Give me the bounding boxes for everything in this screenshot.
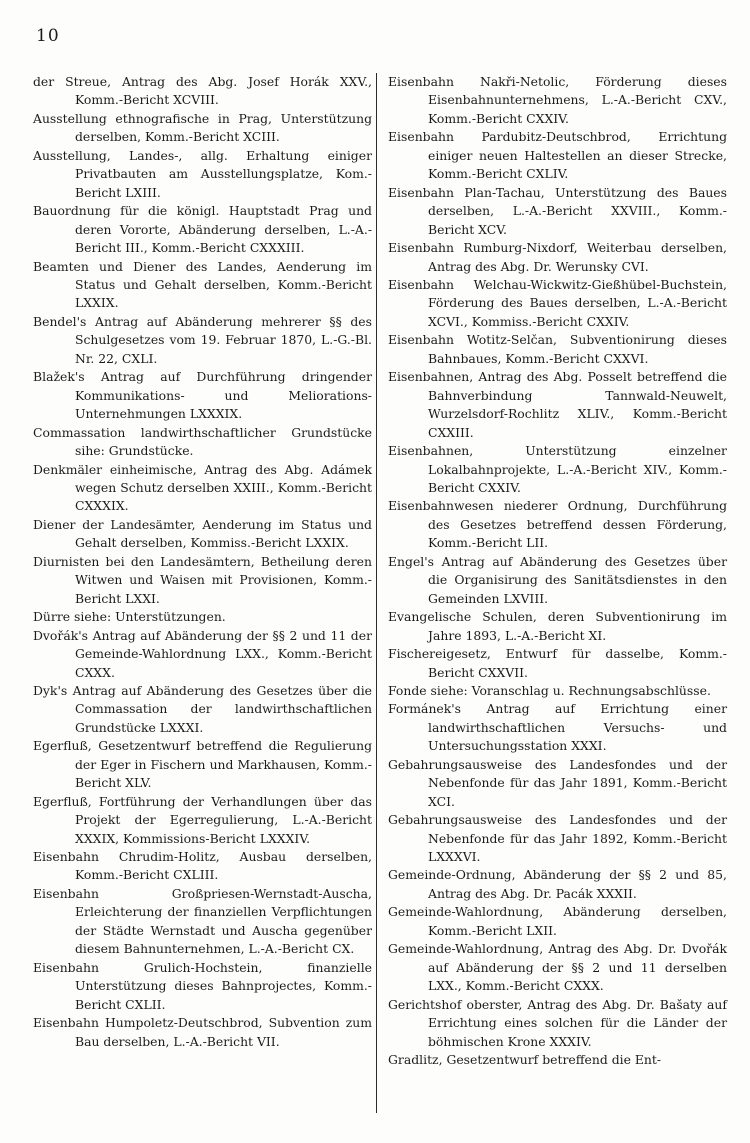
index-entry: Eisenbahn Welchau-Wickwitz-Gießhübel-Buchstein, Förderung des Baues derselben, L.-A.-Bericht XCVI., Kommiss.-Bericht CXXIV. — [388, 276, 727, 329]
index-entry: Commassation landwirthschaftlicher Grundstücke sihe: Grundstücke. — [33, 424, 372, 459]
index-entry: Eisenbahnen, Antrag des Abg. Posselt betreffend die Bahnverbindung Tannwald-Neuwelt, Wurzelsdorf-Rochlitz XLIV., Komm.-Bericht CXXIII. — [388, 369, 727, 440]
index-entry: Eisenbahnen, Unterstützung einzelner Lokalbahnprojekte, L.-A.-Bericht XIV., Komm.-Bericht CXXIV. — [388, 443, 727, 495]
index-entry: Egerfluß, Gesetzentwurf betreffend die Regulierung der Eger in Fischern und Markhausen, Komm.-Bericht XLV. — [33, 738, 372, 791]
index-entry: Gemeinde-Wahlordnung, Antrag des Abg. Dr. Dvořák auf Abänderung der §§ 2 und 11 derselben LXX., Komm.-Bericht CXXX. — [388, 941, 727, 994]
index-entry: Eisenbahn Pardubitz-Deutschbrod, Errichtung einiger neuen Haltestellen an dieser Strecke, Komm.-Bericht CXLIV. — [388, 129, 727, 182]
index-entry: Eisenbahn Großpriesen-Wernstadt-Auscha, Erleichterung der finanziellen Verpflichtungen der Städte Wernstadt und Auscha gegenüber diesem Bahnunternehmen, L.-A.-Bericht CX. — [33, 885, 372, 957]
index-entry: Eisenbahn Wotitz-Selčan, Subventionirung dieses Bahnbaues, Komm.-Bericht CXXVI. — [388, 332, 727, 366]
index-column-right — [388, 73, 727, 1069]
index-entry: Eisenbahn Chrudim-Holitz, Ausbau derselben, Komm.-Bericht CXLIII. — [33, 849, 372, 883]
index-entry: Gemeinde-Ordnung, Abänderung der §§ 2 und 85, Antrag des Abg. Dr. Pacák XXXII. — [388, 867, 727, 901]
index-entry: Beamten und Diener des Landes, Aenderung im Status und Gehalt derselben, Komm.-Bericht LXXIX. — [33, 258, 372, 311]
column-divider — [376, 73, 377, 1113]
index-entry: Fischereigesetz, Entwurf für dasselbe, Komm.-Bericht CXXVII. — [388, 646, 727, 680]
index-entry: Dvořák's Antrag auf Abänderung der §§ 2 und 11 der Gemeinde-Wahlordnung LXX., Komm.-Bericht CXXX. — [33, 627, 372, 680]
index-entry: Dyk's Antrag auf Abänderung des Gesetzes über die Commassation der landwirthschaftlichen Grundstücke LXXXI. — [33, 682, 372, 735]
index-entry: Gerichtshof oberster, Antrag des Abg. Dr. Bašaty auf Errichtung eines solchen für die Länder der böhmischen Krone XXXIV. — [388, 996, 727, 1049]
index-entry: Formánek's Antrag auf Errichtung einer landwirthschaftlichen Versuchs- und Untersuchungsstation XXXI. — [388, 701, 727, 754]
page-number: 10 — [36, 26, 60, 46]
index-entry: Ausstellung ethnografische in Prag, Unterstützung derselben, Komm.-Bericht XCIII. — [33, 110, 372, 145]
index-entry: Ausstellung, Landes-, allg. Erhaltung einiger Privatbauten am Ausstellungsplatze, Kom.-Bericht LXIII. — [33, 147, 372, 200]
index-entry: Bendel's Antrag auf Abänderung mehrerer §§ des Schulgesetzes vom 19. Februar 1870, L.-G.-Bl. Nr. 22, CXLI. — [33, 313, 372, 366]
index-entry: Gebahrungsausweise des Landesfondes und der Nebenfonde für das Jahr 1891, Komm.-Bericht XCI. — [388, 756, 727, 809]
index-entry: Egerfluß, Fortführung der Verhandlungen über das Projekt der Egerregulierung, L.-A.-Bericht XXXIX, Kommissions-Bericht LXXXIV. — [33, 793, 372, 846]
index-entry: Eisenbahn Nakři-Netolic, Förderung dieses Eisenbahnunternehmens, L.-A.-Bericht CXV., Komm.-Bericht CXXIV. — [388, 74, 727, 126]
index-entry: Eisenbahn Humpoletz-Deutschbrod, Subvention zum Bau derselben, L.-A.-Bericht VII. — [33, 1015, 372, 1049]
index-entry: Diurnisten bei den Landesämtern, Betheilung deren Witwen und Waisen mit Provisionen, Komm.-Bericht LXXI. — [33, 553, 372, 606]
index-entry: Gemeinde-Wahlordnung, Abänderung derselben, Komm.-Bericht LXII. — [388, 904, 727, 938]
index-entry: der Streue, Antrag des Abg. Josef Horák XXV., Komm.-Bericht XCVIII. — [33, 74, 372, 108]
index-entry: Eisenbahn Plan-Tachau, Unterstützung des Baues derselben, L.-A.-Bericht XXVIII., Komm.-Bericht XCV. — [388, 184, 727, 237]
index-entry: Denkmäler einheimische, Antrag des Abg. Adámek wegen Schutz derselben XXIII., Komm.-Bericht CXXXIX. — [33, 461, 372, 514]
index-entry: Diener der Landesämter, Aenderung im Status und Gehalt derselben, Kommiss.-Bericht LXXIX. — [33, 516, 372, 551]
index-entry: Dürre siehe: Unterstützungen. — [33, 609, 226, 625]
index-entry: Eisenbahnwesen niederer Ordnung, Durchführung des Gesetzes betreffend dessen Förderung, Komm.-Bericht LII. — [388, 498, 727, 551]
index-entry: Fonde siehe: Voranschlag u. Rechnungsabschlüsse. — [388, 682, 711, 698]
index-entry: Eisenbahn Grulich-Hochstein, finanzielle Unterstützung dieses Bahnprojectes, Komm.-Bericht CXLII. — [33, 959, 372, 1012]
index-entry: Engel's Antrag auf Abänderung des Gesetzes über die Organisirung des Sanitätsdienstes in den Gemeinden LXVIII. — [388, 553, 727, 606]
index-entry: Gradlitz, Gesetzentwurf betreffend die Ent- — [388, 1052, 662, 1068]
index-entry: Eisenbahn Rumburg-Nixdorf, Weiterbau derselben, Antrag des Abg. Dr. Werunsky CVI. — [388, 240, 727, 274]
index-entry: Bauordnung für die königl. Hauptstadt Prag und deren Vororte, Abänderung derselben, L.-A.-Bericht III., Komm.-Bericht CXXXIII. — [33, 203, 372, 256]
index-entry: Gebahrungsausweise des Landesfondes und der Nebenfonde für das Jahr 1892, Komm.-Bericht LXXXVI. — [388, 812, 727, 865]
index-entry: Evangelische Schulen, deren Subventionirung im Jahre 1893, L.-A.-Bericht XI. — [388, 609, 727, 643]
index-column-left — [33, 73, 372, 1051]
index-entry: Blažek's Antrag auf Durchführung dringender Kommunikations- und Meliorations-Unternehmungen LXXXIX. — [33, 369, 372, 422]
